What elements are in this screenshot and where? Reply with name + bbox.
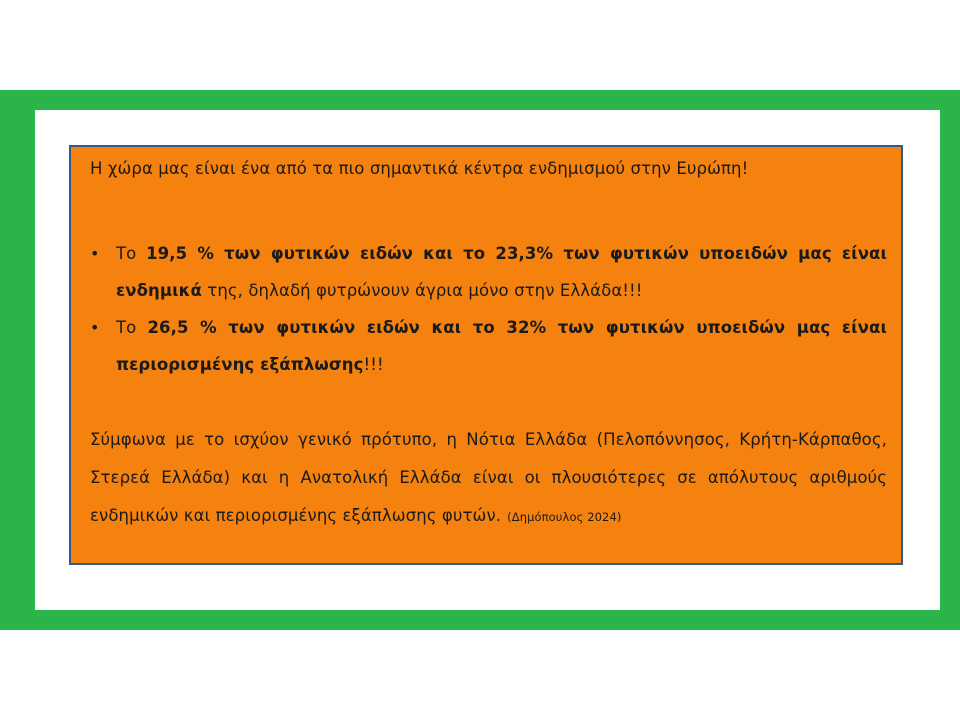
bullet-icon: • [90, 318, 100, 337]
bullet-bold: 19,5 % των φυτικών ειδών και το 23,3% των φυτικών υποειδών μας είναι ενδημικά [116, 244, 888, 300]
bullet-pre: Το [116, 244, 147, 263]
bullet-item-restricted [90, 309, 887, 383]
bullet-icon: • [90, 244, 100, 263]
bullet-post: της, δηλαδή φυτρώνουν άγρια μόνο στην Ελλάδα!!! [201, 281, 643, 300]
conclusion-body: Σύμφωνα με το ισχύον γενικό πρότυπο, η Νότια Ελλάδα (Πελοπόννησος, Κρήτη-Κάρπαθος, Στερεά Ελλάδα) και η Ανατολική Ελλάδα είναι οι πλουσιότερες σε απόλυτους αριθμούς ενδημικών και περιορισμένης εξάπλωσης φυτών. [90, 430, 887, 525]
citation: (Δημόπουλος 2024) [507, 510, 622, 524]
bullet-list [90, 235, 887, 383]
bullet-bold: 26,5 % των φυτικών ειδών και το 32% των φυτικών υποειδών μας είναι περιορισμένης εξάπλωσης [116, 318, 887, 374]
conclusion-text [90, 421, 887, 536]
info-box [69, 145, 903, 565]
intro-text: Η χώρα μας είναι ένα από τα πιο σημαντικά κέντρα ενδημισμού στην Ευρώπη! [90, 159, 749, 178]
bullet-pre: Το [116, 318, 148, 337]
bullet-item-endemic [90, 235, 887, 309]
bullet-post: !!! [363, 355, 384, 374]
